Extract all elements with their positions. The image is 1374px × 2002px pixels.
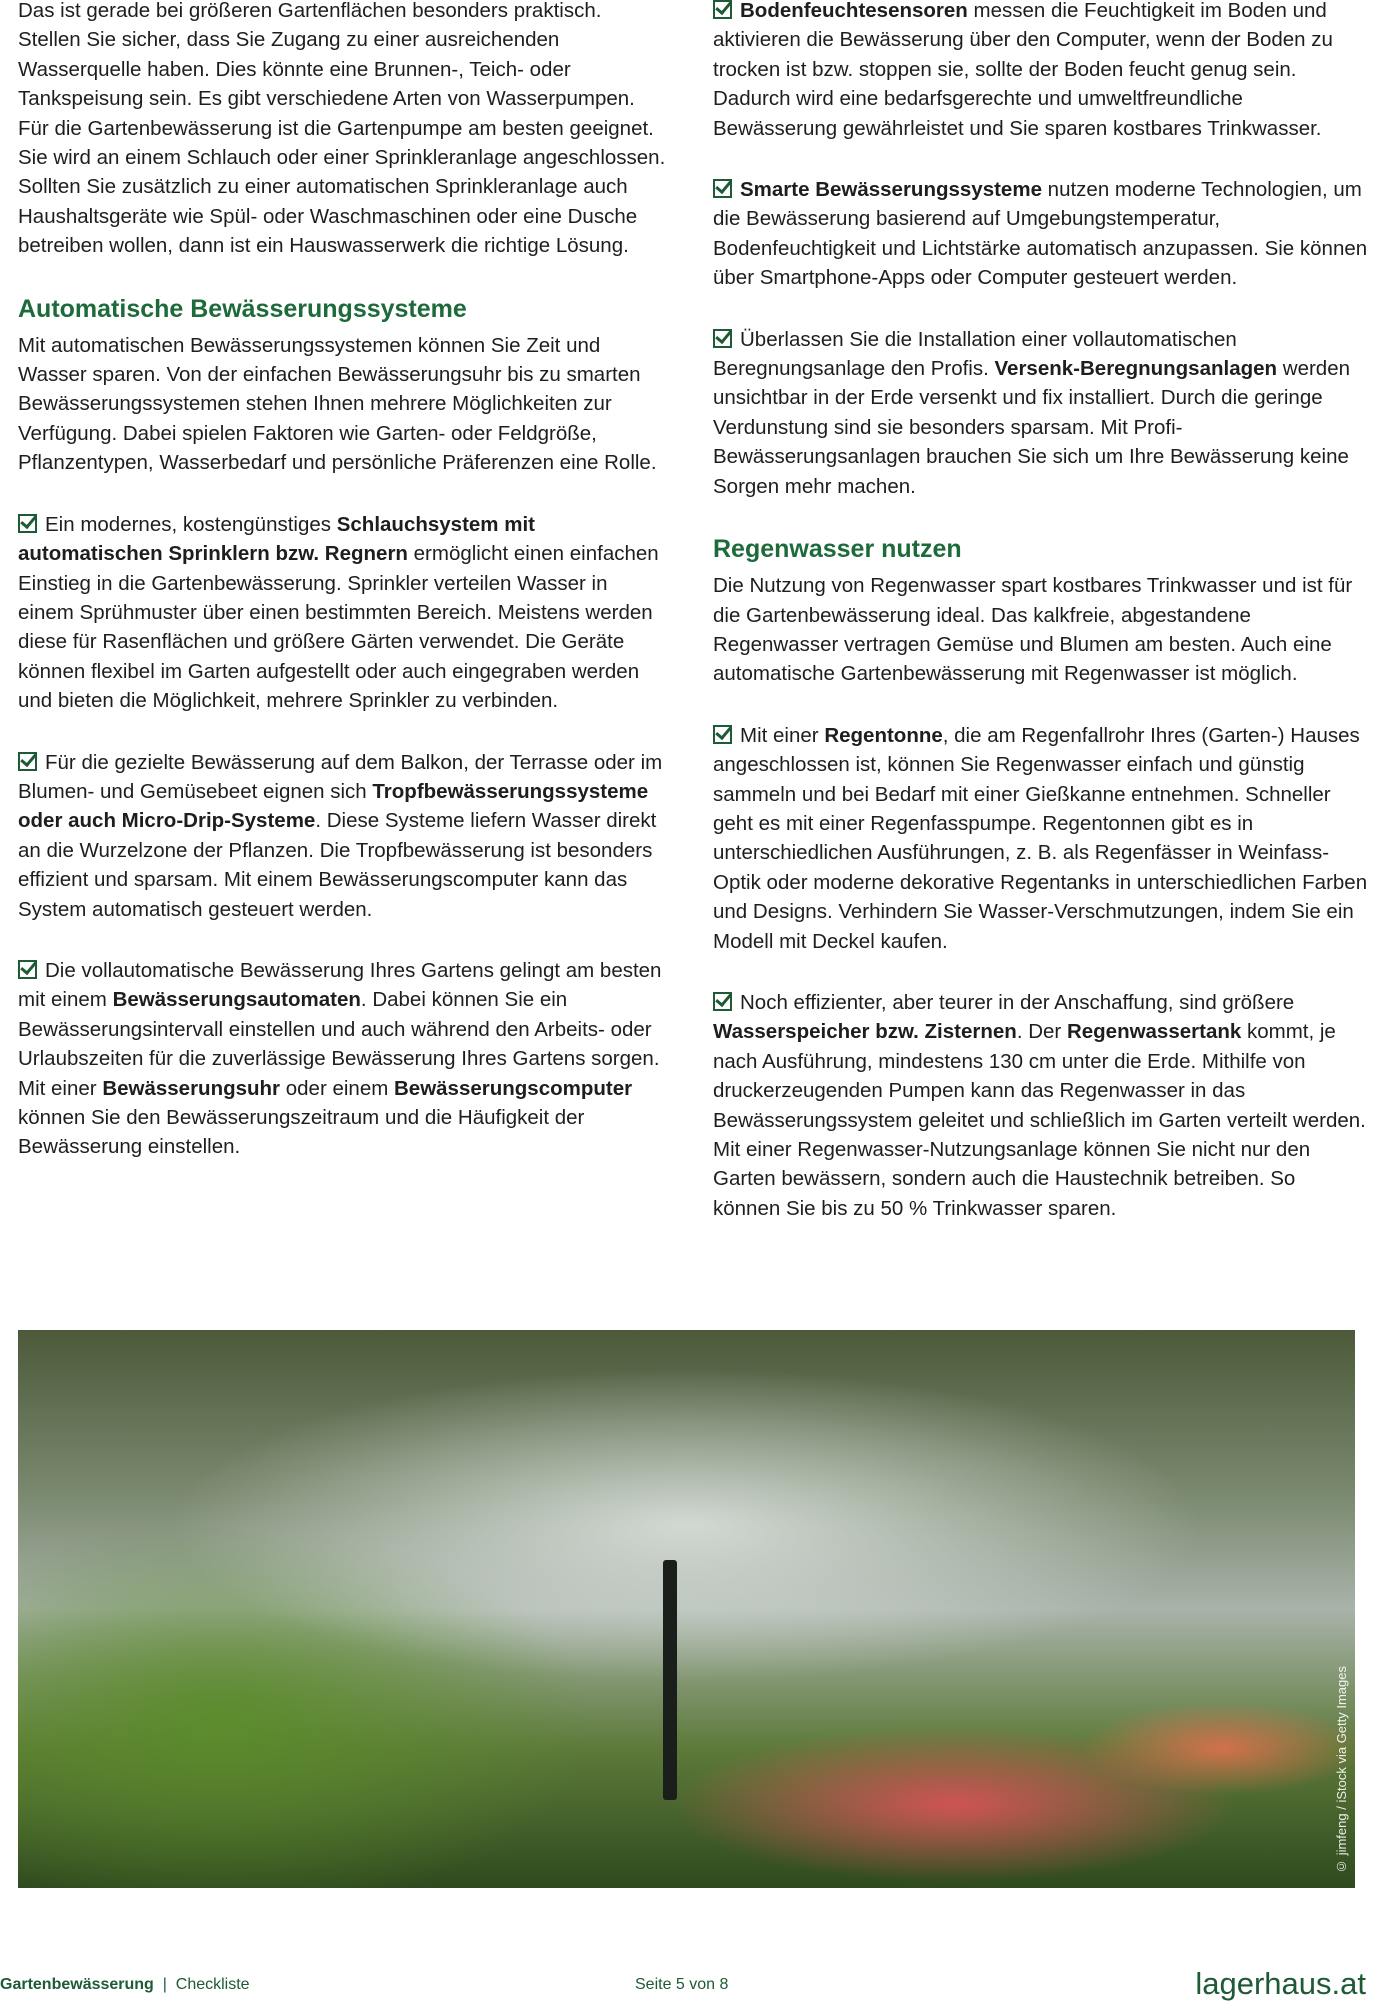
brand-logo[interactable]: lagerhaus.at — [1195, 1966, 1366, 2001]
checkbox-icon — [713, 992, 732, 1011]
bold-term: Bewässerungsautomaten — [112, 988, 361, 1012]
checklist-item — [18, 510, 666, 716]
text-segment: Die Nutzung von Regenwasser spart kostbares Trinkwasser und ist für die Gartenbewässerung ideal. Das kalkfreie, abgestandene Regenwasser vertragen Gemüse und Blumen am besten. Auch eine automatische Gartenbewässerung mit Regenwasser ist möglich. — [713, 574, 1353, 686]
section-heading: Regenwasser nutzen — [713, 535, 962, 564]
bold-term: Regenwassertank — [1066, 1020, 1242, 1044]
paragraph — [713, 571, 1368, 689]
checklist-item — [18, 956, 666, 1162]
bold-term: Bodenfeuchtesensoren — [740, 0, 968, 22]
checkbox-icon — [713, 179, 732, 198]
section-heading: Automatische Bewässerungssysteme — [18, 294, 467, 323]
checkbox-icon — [18, 960, 37, 979]
bold-term: Schlauchsystem mit automatischen Sprinklern bzw. Regnern — [18, 512, 535, 566]
left-column — [18, 0, 666, 1194]
text-segment: Für die gezielte Bewässerung auf dem Balkon, der Terrasse oder im Blumen- und Gemüsebeet eignen sich — [18, 750, 663, 803]
checklist-item — [713, 721, 1368, 956]
text-segment: . Dabei können Sie ein Bewässerungsintervall einstellen und auch während den Arbeits- oder Urlaubszeiten für die zuverlässige Bewässerung Ihres Gartens sorgen. Mit einer — [18, 988, 660, 1100]
text-segment: oder einem — [280, 1076, 394, 1100]
text-segment: , die am Regenfallrohr Ihres (Garten-) Hauses angeschlossen ist, können Sie Regenwasser einfach und günstig sammeln und bei Bedarf mit einer Gießkanne entnehmen. Schneller geht es mit einer Regenfasspumpe. Regentonnen gibt es in unterschiedlichen Ausführungen, z. B. als Regenfässer in Weinfass-Optik oder moderne dekorative Regentanks in unterschiedlichen Farben und Designs. Verhindern Sie Wasser-Verschmutzungen, indem Sie ein Modell mit Deckel kaufen. — [713, 723, 1368, 953]
footer-section: Gartenbewässerung — [0, 1976, 154, 1993]
bold-term: Wasserspeicher bzw. Zisternen — [713, 1020, 1017, 1044]
garden-sprinkler-photo — [18, 1330, 1355, 1888]
text-segment: kommt, je nach Ausführung, mindestens 130 cm unter die Erde. Mithilfe von druckerzeugenden Pumpen kann das Regenwasser in das Bewässerungssystem geleitet und schließlich im Garten verteilt werden. Mit einer Regenwasser-Nutzungsanlage können Sie nicht nur den Garten bewässern, sondern auch die Haustechnik betreiben. So können Sie bis zu 50 % Trinkwasser sparen. — [713, 1020, 1366, 1220]
footer-subsection: Checkliste — [175, 1976, 250, 1993]
text-segment: können Sie den Bewässerungszeitraum und die Häufigkeit der Bewässerung einstellen. — [18, 1106, 585, 1159]
bold-term: Bewässerungscomputer — [394, 1076, 633, 1100]
paragraph — [18, 0, 666, 261]
checklist-item — [713, 325, 1368, 501]
checkbox-icon — [713, 0, 732, 19]
photo-credit: © jimfeng / iStock via Getty Images — [1334, 1666, 1349, 1874]
sprinkler-head — [663, 1560, 677, 1800]
text-segment: . Der — [1016, 1020, 1067, 1044]
text-segment: . Diese Systeme liefern Wasser direkt an die Wurzelzone der Pflanzen. Die Tropfbewässerung ist besonders effizient und sparsam. Mit einem Bewässerungscomputer kann das System automatisch gesteuert werden. — [18, 809, 657, 921]
checklist-item — [18, 748, 666, 924]
bold-term: Versenk-Beregnungsanlagen — [994, 357, 1278, 381]
page-number: Seite 5 von 8 — [635, 1976, 729, 1993]
text-segment: nutzen moderne Technologien, um die Bewässerung basierend auf Umgebungstemperatur, Bodenfeuchtigkeit und Lichtstärke automatisch anzupassen. Sie können über Smartphone-Apps oder Computer gesteuert werden. — [713, 178, 1368, 290]
checklist-item — [713, 175, 1368, 293]
checklist-item — [713, 988, 1368, 1223]
text-segment: Die vollautomatische Bewässerung Ihres Gartens gelingt am besten mit einem — [18, 958, 662, 1012]
bold-term: Tropfbewässerungssysteme oder auch Micro-Drip-Systeme — [18, 779, 649, 833]
text-segment: Ein modernes, kostengünstiges — [45, 512, 337, 536]
text-segment: Noch effizienter, aber teurer in der Anschaffung, sind größere — [740, 990, 1295, 1014]
footer-breadcrumb — [0, 1976, 250, 1994]
text-segment: ermöglicht einen einfachen Einstieg in die Gartenbewässerung. Sprinkler verteilen Wasser in einem Sprühmuster über einen bestimmten Bereich. Meistens werden diese für Rasenflächen und größere Gärten verwendet. Die Geräte können flexibel im Garten aufgestellt oder auch eingegraben werden und bieten die Möglichkeit, mehrere Sprinkler zu verbinden. — [18, 542, 659, 713]
checkbox-icon — [18, 752, 37, 771]
bold-term: Smarte Bewässerungssysteme — [740, 178, 1042, 202]
text-segment: Mit automatischen Bewässerungssystemen können Sie Zeit und Wasser sparen. Von der einfachen Bewässerungsuhr bis zu smarten Bewässerungssystemen stehen Ihnen mehrere Möglichkeiten zur Verfügung. Dabei spielen Faktoren wie Garten- oder Feldgröße, Pflanzentypen, Wasserbedarf und persönliche Präferenzen eine Rolle. — [18, 333, 657, 475]
checkbox-icon — [713, 329, 732, 348]
text-segment: werden unsichtbar in der Erde versenkt und fix installiert. Durch die geringe Verdunstung sind sie besonders sparsam. Mit Profi-Bewässerungsanlagen brauchen Sie sich um Ihre Bewässerung keine Sorgen mehr machen. — [713, 357, 1350, 498]
text-segment: Überlassen Sie die Installation einer vollautomatischen Beregnungsanlage den Profis. — [713, 327, 1237, 381]
text-segment: Mit einer — [740, 723, 825, 747]
paragraph — [18, 331, 666, 478]
text-segment: Das ist gerade bei größeren Gartenflächen besonders praktisch. Stellen Sie sicher, dass Sie Zugang zu einer ausreichenden Wasserquelle haben. Dies könnte eine Brunnen-, Teich- oder Tankspeisung sein. Es gibt verschiedene Arten von Wasserpumpen. Für die Gartenbewässerung ist die Gartenpumpe am besten geeignet. Sie wird an einem Schlauch oder einer Sprinkleranlage angeschlossen. Sollten Sie zusätzlich zu einer automatischen Sprinkleranlage auch Haushaltsgeräte wie Spül- oder Waschmaschinen oder eine Dusche betreiben wollen, dann ist ein Hauswasserwerk die richtige Lösung. — [18, 0, 666, 258]
footer-separator: | — [162, 1976, 167, 1993]
bold-term: Bewässerungsuhr — [102, 1076, 281, 1100]
checkbox-icon — [18, 514, 37, 533]
text-segment: messen die Feuchtigkeit im Boden und aktivieren die Bewässerung über den Computer, wenn der Boden zu trocken ist bzw. stoppen sie, sollte der Boden feucht genug sein. Dadurch wird eine bedarfsgerechte und umweltfreundliche Bewässerung gewährleistet und Sie sparen kostbares Trinkwasser. — [713, 0, 1333, 140]
page-footer — [0, 1968, 1374, 2000]
checklist-item — [713, 0, 1368, 143]
right-column — [713, 0, 1368, 1255]
bold-term: Regentonne — [824, 723, 943, 747]
checkbox-icon — [713, 725, 732, 744]
